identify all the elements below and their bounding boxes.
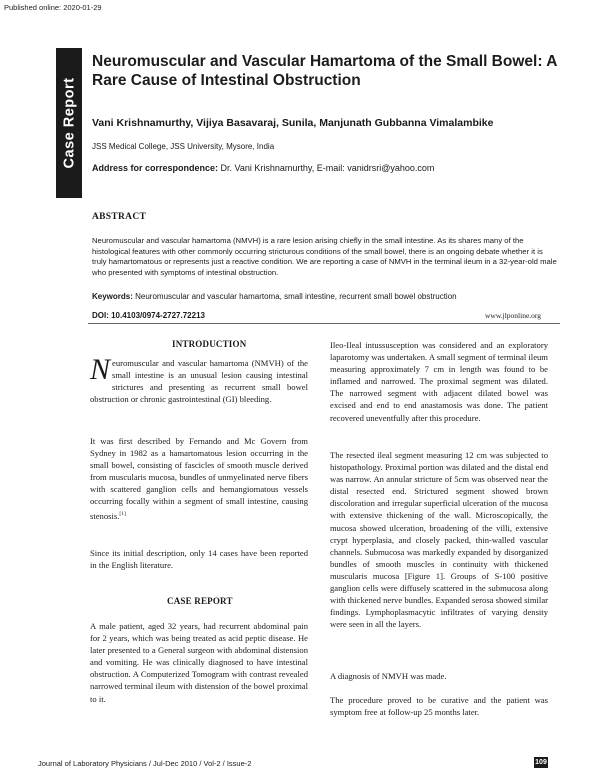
right-p2-text: The resected ileal segment measuring 12 cm was subjected to histopathology. Proximal portion was dilated and the distal end was narrow. An annular stricture of 5cm was observed near the distal resected end. Strictured segment showed brown discoloration and irregular superficial ulceration of the mucosa with extensive thickening of the wall. Microscopically, the mucosa showed ulceration, broadening of the villi, extensive crypt hyperplasia, and closely packed, thin-walled vascular channels. Submucosa was markedly expanded by disorganized bundles of smooth muscles in continuity with thickened muscularis mucosa [Figure 1]. Groups of S-100 positive ganglion cells were diffusely scattered in the submucosa along with thickened nerve bundles. Expanded serosa showed similar findings. Lymphoplasmacytic infiltrates of varying density were seen in all the layers. [330, 450, 548, 630]
right-p3-text: A diagnosis of NMVH was made. [330, 671, 447, 681]
journal-footer: Journal of Laboratory Physicians / Jul-Dec 2010 / Vol-2 / Issue-2 [38, 759, 252, 768]
abstract-heading: ABSTRACT [92, 212, 147, 222]
right-column-paragraph-3 [330, 670, 548, 682]
introduction-p3-text: Since its initial description, only 14 cases have been reported in the English literature. [90, 548, 308, 571]
right-column-paragraph-2 [330, 449, 548, 630]
introduction-paragraph-3 [90, 547, 308, 571]
right-column-paragraph-4 [330, 694, 548, 718]
right-p4-text: The procedure proved to be curative and the patient was symptom free at follow-up 25 months later. [330, 695, 548, 718]
case-report-paragraph-1 [90, 620, 308, 705]
published-date: Published online: 2020-01-29 [4, 3, 102, 12]
article-type-text: Case Report [61, 77, 78, 169]
keywords [92, 292, 558, 301]
doi: DOI: 10.4103/0974-2727.72213 [92, 311, 205, 320]
case-report-heading: CASE REPORT [167, 596, 233, 606]
header-divider [88, 323, 560, 324]
introduction-paragraph-2 [90, 435, 308, 522]
article-title: Neuromuscular and Vascular Hamartoma of the Small Bowel: A Rare Cause of Intestinal Obstruction [92, 53, 557, 89]
introduction-p1-text: euromuscular and vascular hamartoma (NMVH) of the small intestine is an unusual lesion causing intestinal strictures and presenting as recurrent small bowel obstruction or chronic gastrointestinal (GI) bleeding. [90, 358, 308, 405]
introduction-p2-text: It was first described by Fernando and Mc Govern from Sydney in 1982 as a hamartomatous lesion occurring in the small bowel, consisting of fascicles of smooth muscle derived from muscularis mucosa, bundles of unmyelinated nerve fibers with scattered ganglion cells and hemangiomatous vessels occurring focally within a segment of small intestine, causing stenosis. [90, 436, 308, 521]
article-type-label [56, 48, 82, 198]
right-p1-text: Ileo-Ileal intussusception was considered and an exploratory laparotomy was undertaken. A small segment of terminal ileum measuring approximately 7 cm in length was found to be inflamed and narrowed. The proximal segment was dilated. The narrowed segment with adjacent dilated bowel was excised and end to end anastamosis was done. The patient recovered uneventfully after this procedure. [330, 340, 548, 423]
journal-url[interactable]: www.jlponline.org [485, 311, 542, 320]
correspondence-text: Dr. Vani Krishnamurthy, E-mail: vanidrsri@yahoo.com [218, 163, 435, 173]
case-report-p1-text: A male patient, aged 32 years, had recurrent abdominal pain for 2 years, which was being treated as acid peptic disease. He later presented to a General surgeon with abdominal distension and vomiting. He was clinically diagnosed to have intestinal obstruction. A Computerized Tomogram with contrast revealed narrowed terminal ileum with distension of the bowel proximal to it. [90, 621, 308, 704]
author-list: Vani Krishnamurthy, Vijiya Basavaraj, Sunila, Manjunath Gubbanna Vimalambike [92, 117, 494, 129]
abstract-text: Neuromuscular and vascular hamartoma (NMVH) is a rare lesion arising chiefly in the small intestine. As its shares many of the histological features with other commonly occurring stricturous conditions of the small bowel, there is an ongoing debate whether it is truly hamartomatous or represents just a reactive condition. We are reporting a case of NMVH in the terminal ileum in a 32-year-old male who presented with symptoms of intestinal obstruction. [92, 236, 557, 278]
correspondence-label: Address for correspondence: [92, 163, 219, 173]
page-number: 109 [535, 759, 547, 766]
drop-cap: N [90, 353, 111, 386]
citation-ref[interactable]: [1] [119, 510, 126, 517]
introduction-heading: INTRODUCTION [172, 339, 247, 349]
keywords-text: Neuromuscular and vascular hamartoma, small intestine, recurrent small bowel obstruction [132, 292, 457, 301]
introduction-paragraph-1 [90, 353, 308, 405]
right-column-paragraph-1 [330, 339, 548, 424]
correspondence [92, 163, 434, 173]
affiliation: JSS Medical College, JSS University, Mysore, India [92, 142, 275, 151]
keywords-label: Keywords: [92, 292, 133, 301]
